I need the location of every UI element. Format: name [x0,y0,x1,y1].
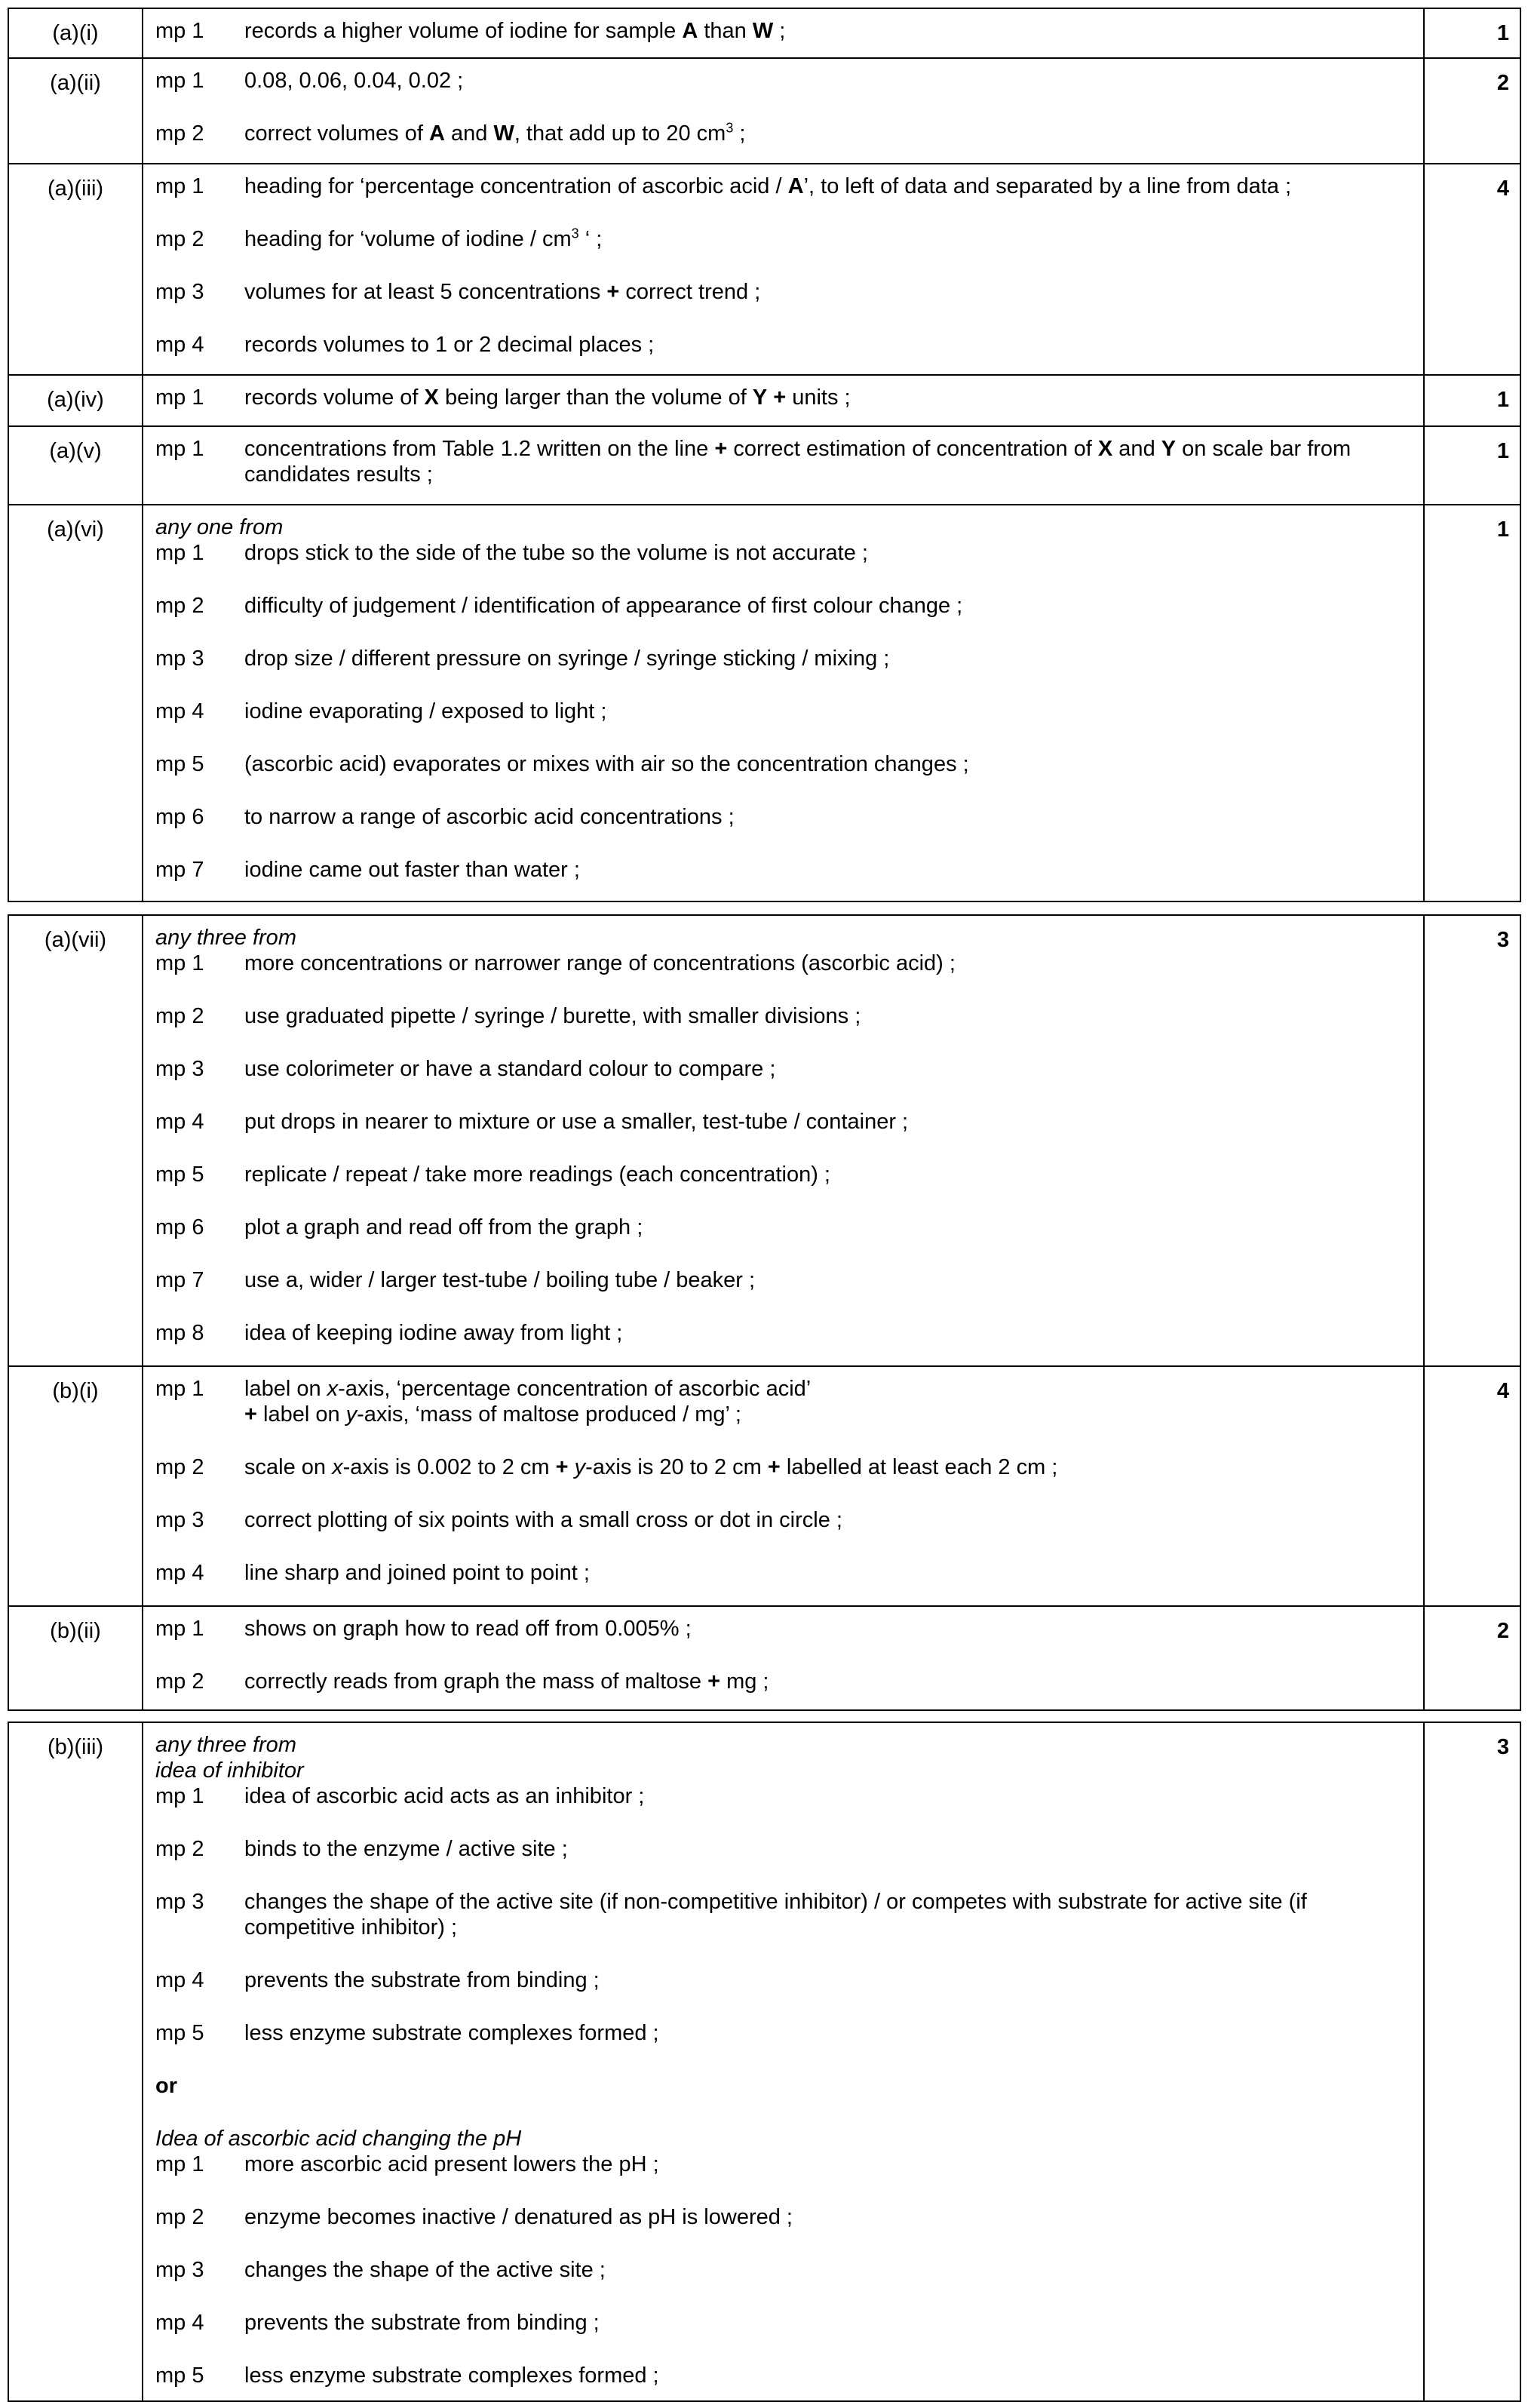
mark-point-label: mp 7 [155,1268,204,1292]
mark-point-label: mp 6 [155,1215,204,1239]
mark-point-text: binds to the enzyme / active site ; [244,1837,568,1861]
marks: 4 [1424,1366,1520,1606]
or-separator: or [155,2074,177,2098]
mark-point-label: mp 4 [155,1968,204,1992]
question-number: (a)(vii) [8,915,143,1366]
mark-point-label: mp 3 [155,280,204,304]
mark-point-text: more concentrations or narrower range of concentrations (ascorbic acid) ; [244,951,956,975]
mark-point-text: heading for ‘percentage concentration of ascorbic acid / A’, to left of data and separated by a line from data ; [244,174,1292,198]
marks: 3 [1424,915,1520,1366]
table-row [8,58,1520,164]
mark-point-text: more ascorbic acid present lowers the pH ; [244,2152,659,2176]
mark-point-label: mp 1 [155,951,204,975]
mark-point-text: records volume of X being larger than the volume of Y + units ; [244,385,851,410]
mark-point-text: use colorimeter or have a standard colour to compare ; [244,1057,776,1081]
mark-points [143,375,1424,426]
mark-point-text: volumes for at least 5 concentrations + correct trend ; [244,280,761,304]
table-row [8,375,1520,426]
mark-point-text: correctly reads from graph the mass of maltose + mg ; [244,1669,769,1694]
table-row [8,1606,1520,1710]
mark-point-label: mp 4 [155,1561,204,1585]
table-row [8,1722,1520,2401]
mark-point-text: less enzyme substrate complexes formed ; [244,2363,659,2388]
mark-point-label: mp 6 [155,805,204,829]
table-row [8,1366,1520,1606]
question-number: (b)(iii) [8,1722,143,2401]
mark-point-label: mp 3 [155,1890,204,1914]
mark-point-label: mp 2 [155,594,204,618]
mark-point-label: mp 1 [155,1377,204,1401]
question-number: (a)(ii) [8,58,143,164]
mark-point-text: scale on x-axis is 0.002 to 2 cm + y-axis is 20 to 2 cm + labelled at least each 2 cm ; [244,1455,1058,1479]
mark-point-label: mp 8 [155,1321,204,1345]
mark-point-label: mp 3 [155,647,204,671]
mark-point-text: use graduated pipette / syringe / burette, with smaller divisions ; [244,1004,861,1028]
mark-point-text: correct plotting of six points with a small cross or dot in circle ; [244,1508,842,1532]
mark-points [143,426,1424,505]
question-number: (a)(vi) [8,505,143,901]
mark-points [143,915,1424,1366]
mark-point-text: correct volumes of A and W, that add up to 20 $cm^3$ ; [244,120,746,146]
mark-point-text: shows on graph how to read off from 0.005% ; [244,1617,692,1641]
mark-point-text: line sharp and joined point to point ; [244,1561,590,1585]
sub-heading: idea of inhibitor [155,1758,304,1783]
mark-point-label: mp 1 [155,437,204,461]
mark-point-label: mp 1 [155,69,204,93]
table-row [8,426,1520,505]
mark-point-label: mp 1 [155,174,204,198]
mark-point-text: replicate / repeat / take more readings (each concentration) ; [244,1163,830,1187]
mark-point-label: mp 2 [155,2205,204,2229]
question-number: (b)(ii) [8,1606,143,1710]
mark-points [143,58,1424,164]
marks: 3 [1424,1722,1520,2401]
instruction: any three from [155,926,296,950]
mark-point-label: mp 1 [155,2152,204,2176]
mark-point-label: mp 5 [155,2021,204,2045]
mark-point-text: prevents the substrate from binding ; [244,1968,600,1992]
mark-point-label: mp 3 [155,2258,204,2282]
mark-point-text: idea of ascorbic acid acts as an inhibitor ; [244,1784,645,1808]
mark-points [143,1606,1424,1710]
mark-point-text: idea of keeping iodine away from light ; [244,1321,623,1345]
mark-point-label: mp 5 [155,752,204,776]
mark-point-label: mp 4 [155,1110,204,1134]
mark-point-text: less enzyme substrate complexes formed ; [244,2021,659,2045]
mark-point-text: drop size / different pressure on syringe / syringe sticking / mixing ; [244,647,890,671]
marks: 1 [1424,8,1520,58]
mark-scheme-table-3 [8,1722,1521,2402]
mark-point-label: mp 3 [155,1508,204,1532]
mark-point-label: mp 4 [155,2311,204,2335]
mark-point-text: records volumes to 1 or 2 decimal places ; [244,333,655,357]
question-number: (a)(iv) [8,375,143,426]
table-row [8,164,1520,375]
mark-points [143,1366,1424,1606]
mark-point-text: drops stick to the side of the tube so the volume is not accurate ; [244,541,868,565]
mark-point-label: mp 1 [155,385,204,410]
mark-point-label: mp 2 [155,1004,204,1028]
mark-point-label: mp 2 [155,1455,204,1479]
mark-points [143,505,1424,901]
mark-point-text: iodine came out faster than water ; [244,858,580,882]
question-number: (a)(i) [8,8,143,58]
mark-point-text: enzyme becomes inactive / denatured as pH is lowered ; [244,2205,793,2229]
mark-point-label: mp 1 [155,19,204,43]
marks: 1 [1424,505,1520,901]
mark-point-label: mp 5 [155,2363,204,2388]
mark-point-label: mp 1 [155,1784,204,1808]
mark-point-label: mp 7 [155,858,204,882]
mark-scheme-table-2 [8,914,1521,1711]
mark-point-label: mp 4 [155,333,204,357]
mark-point-label: mp 3 [155,1057,204,1081]
mark-point-text: concentrations from Table 1.2 written on the line + correct estimation of concentration of X and Y on scale bar from candidates results ; [244,437,1352,487]
marks: 1 [1424,375,1520,426]
mark-points [143,8,1424,58]
mark-point-label: mp 5 [155,1163,204,1187]
marks: 1 [1424,426,1520,505]
question-number: (a)(v) [8,426,143,505]
mark-point-label: mp 1 [155,1617,204,1641]
table-row [8,8,1520,58]
mark-point-text: difficulty of judgement / identification of appearance of first colour change ; [244,594,963,618]
instruction: any three from [155,1733,296,1757]
mark-point-text: label on x-axis, ‘percentage concentration of ascorbic acid’ + label on y-axis, ‘mass of maltose produced / mg’ ; [244,1377,812,1427]
mark-point-text: (ascorbic acid) evaporates or mixes with air so the concentration changes ; [244,752,969,776]
mark-point-text: heading for ‘volume of iodine / $cm^3$ ‘ ; [244,226,603,251]
mark-point-text: records a higher volume of iodine for sample A than W ; [244,19,786,43]
table-row [8,915,1520,1366]
sub-heading: Idea of ascorbic acid changing the pH [155,2127,522,2151]
question-number: (b)(i) [8,1366,143,1606]
table-row [8,505,1520,901]
mark-points [143,164,1424,375]
marks: 4 [1424,164,1520,375]
mark-point-label: mp 2 [155,121,204,146]
mark-point-text: put drops in nearer to mixture or use a smaller, test-tube / container ; [244,1110,909,1134]
mark-point-text: 0.08, 0.06, 0.04, 0.02 ; [244,69,464,93]
mark-point-text: prevents the substrate from binding ; [244,2311,600,2335]
mark-point-text: iodine evaporating / exposed to light ; [244,699,607,723]
instruction: any one from [155,515,284,539]
question-number: (a)(iii) [8,164,143,375]
mark-points [143,1722,1424,2401]
mark-point-text: use a, wider / larger test-tube / boiling tube / beaker ; [244,1268,756,1292]
marks: 2 [1424,58,1520,164]
mark-point-text: changes the shape of the active site ; [244,2258,606,2282]
mark-point-text: changes the shape of the active site (if non-competitive inhibitor) / or competes with substrate for active site (if competitive inhibitor) ; [244,1890,1307,1940]
mark-point-label: mp 2 [155,1837,204,1861]
marks: 2 [1424,1606,1520,1710]
mark-point-label: mp 1 [155,541,204,565]
mark-point-text: plot a graph and read off from the graph ; [244,1215,643,1239]
mark-point-label: mp 4 [155,699,204,723]
mark-scheme-table-1 [8,8,1521,902]
mark-point-label: mp 2 [155,1669,204,1694]
mark-point-text: to narrow a range of ascorbic acid concentrations ; [244,805,735,829]
mark-point-label: mp 2 [155,227,204,251]
